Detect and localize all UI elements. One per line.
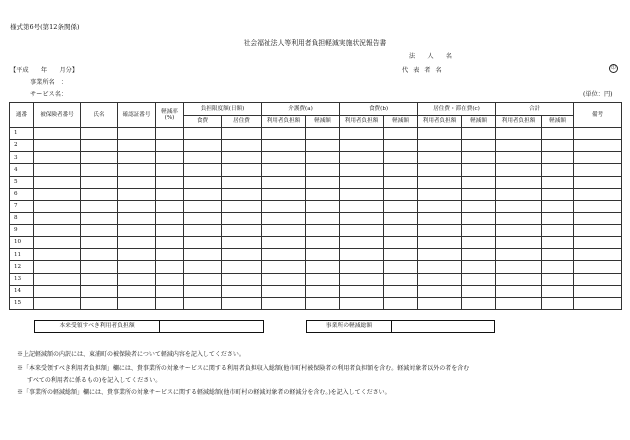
table-cell[interactable]: [384, 249, 418, 261]
table-cell[interactable]: [496, 164, 542, 176]
col-header-reduction-rate: [156, 103, 184, 128]
row-number: 4: [10, 164, 34, 176]
table-cell[interactable]: [34, 297, 81, 309]
table-cell[interactable]: [306, 225, 340, 237]
table-cell[interactable]: [306, 237, 340, 249]
table-cell[interactable]: [384, 128, 418, 140]
table-cell[interactable]: [184, 273, 222, 285]
table-cell[interactable]: [156, 285, 184, 297]
table-cell[interactable]: [340, 297, 384, 309]
total-reduction-field[interactable]: [392, 321, 494, 332]
table-cell[interactable]: [496, 212, 542, 224]
row-number: 6: [10, 188, 34, 200]
table-cell[interactable]: [340, 237, 384, 249]
table-cell[interactable]: [496, 261, 542, 273]
table-cell[interactable]: [496, 140, 542, 152]
table-cell[interactable]: [118, 128, 156, 140]
table-cell[interactable]: [574, 297, 622, 309]
table-cell[interactable]: [34, 249, 81, 261]
table-cell[interactable]: [81, 297, 118, 309]
table-cell[interactable]: [81, 176, 118, 188]
table-cell[interactable]: [118, 273, 156, 285]
table-cell[interactable]: [384, 261, 418, 273]
col-header-insured-number: 被保険者番号: [34, 103, 81, 128]
table-cell[interactable]: [340, 261, 384, 273]
table-cell[interactable]: [118, 297, 156, 309]
reduction-rate-unit: (%): [164, 115, 175, 121]
table-cell[interactable]: [306, 249, 340, 261]
table-cell[interactable]: [574, 188, 622, 200]
table-cell[interactable]: [222, 261, 262, 273]
table-cell[interactable]: [384, 285, 418, 297]
table-cell[interactable]: [462, 176, 496, 188]
table-row: [10, 200, 622, 212]
table-cell[interactable]: [496, 200, 542, 212]
row-number: 12: [10, 261, 34, 273]
table-cell[interactable]: [542, 164, 574, 176]
table-cell[interactable]: [542, 152, 574, 164]
table-cell[interactable]: [542, 140, 574, 152]
table-cell[interactable]: [262, 285, 306, 297]
uncollected-burden-field[interactable]: [160, 321, 263, 332]
table-cell[interactable]: [222, 176, 262, 188]
col-header-limit-food: 食費: [184, 116, 222, 128]
table-cell[interactable]: [306, 176, 340, 188]
table-cell[interactable]: [418, 140, 462, 152]
row-number: 11: [10, 249, 34, 261]
table-cell[interactable]: [262, 188, 306, 200]
table-cell[interactable]: [118, 152, 156, 164]
row-number: 13: [10, 273, 34, 285]
note-2-continued: すべての利用者に係るもの)を記入してください。: [27, 377, 162, 384]
table-cell[interactable]: [574, 200, 622, 212]
table-cell[interactable]: [340, 152, 384, 164]
table-cell[interactable]: [574, 140, 622, 152]
table-cell[interactable]: [156, 225, 184, 237]
table-row: [10, 249, 622, 261]
table-cell[interactable]: [462, 128, 496, 140]
col-header-burden-limit: 負担限度額(日額): [184, 103, 262, 116]
table-cell[interactable]: [184, 285, 222, 297]
table-cell[interactable]: [542, 237, 574, 249]
reduction-rate-label: 軽減率: [161, 108, 178, 115]
table-row: [10, 164, 622, 176]
table-cell[interactable]: [222, 188, 262, 200]
table-cell[interactable]: [34, 128, 81, 140]
table-cell[interactable]: [462, 164, 496, 176]
table-cell[interactable]: [306, 152, 340, 164]
table-cell[interactable]: [418, 200, 462, 212]
table-cell[interactable]: [574, 285, 622, 297]
table-cell[interactable]: [384, 164, 418, 176]
table-cell[interactable]: [384, 237, 418, 249]
table-cell[interactable]: [574, 237, 622, 249]
table-cell[interactable]: [496, 249, 542, 261]
col-header-care-reduction: 軽減額: [306, 116, 340, 128]
table-cell[interactable]: [184, 225, 222, 237]
table-cell[interactable]: [222, 200, 262, 212]
table-cell[interactable]: [306, 140, 340, 152]
col-header-stay-user-burden: 利用者負担額: [418, 116, 462, 128]
table-cell[interactable]: [118, 249, 156, 261]
table-cell[interactable]: [262, 164, 306, 176]
table-cell[interactable]: [34, 140, 81, 152]
table-cell[interactable]: [306, 200, 340, 212]
table-cell[interactable]: [384, 140, 418, 152]
table-cell[interactable]: [262, 176, 306, 188]
table-cell[interactable]: [306, 212, 340, 224]
table-cell[interactable]: [184, 237, 222, 249]
table-cell[interactable]: [184, 188, 222, 200]
table-cell[interactable]: [418, 176, 462, 188]
table-cell[interactable]: [462, 237, 496, 249]
table-cell[interactable]: [81, 249, 118, 261]
table-cell[interactable]: [306, 164, 340, 176]
table-cell[interactable]: [222, 152, 262, 164]
table-cell[interactable]: [34, 237, 81, 249]
table-cell[interactable]: [462, 188, 496, 200]
table-cell[interactable]: [222, 249, 262, 261]
table-cell[interactable]: [462, 212, 496, 224]
table-row: [10, 176, 622, 188]
table-cell[interactable]: [222, 128, 262, 140]
col-header-care-cost: 介護費(a): [262, 103, 340, 116]
table-cell[interactable]: [118, 261, 156, 273]
table-cell[interactable]: [418, 128, 462, 140]
table-cell[interactable]: [384, 297, 418, 309]
row-number: 9: [10, 225, 34, 237]
table-cell[interactable]: [306, 285, 340, 297]
table-cell[interactable]: [118, 188, 156, 200]
table-row: [10, 212, 622, 224]
row-number: 8: [10, 212, 34, 224]
table-cell[interactable]: [340, 273, 384, 285]
table-cell[interactable]: [262, 273, 306, 285]
table-cell[interactable]: [34, 261, 81, 273]
table-cell[interactable]: [462, 297, 496, 309]
col-header-stay-reduction: 軽減額: [462, 116, 496, 128]
table-cell[interactable]: [184, 249, 222, 261]
table-cell[interactable]: [81, 200, 118, 212]
office-name-label: 事業所名 ：: [30, 79, 68, 86]
table-cell[interactable]: [462, 261, 496, 273]
table-cell[interactable]: [496, 176, 542, 188]
table-cell[interactable]: [384, 152, 418, 164]
table-cell[interactable]: [574, 128, 622, 140]
table-cell[interactable]: [340, 285, 384, 297]
note-1: ※上記軽減額の内訳には、東浦町の被保険者について軽減内容を記入してください。: [17, 351, 245, 358]
table-cell[interactable]: [156, 297, 184, 309]
table-cell[interactable]: [34, 152, 81, 164]
table-cell[interactable]: [118, 164, 156, 176]
table-cell[interactable]: [81, 140, 118, 152]
table-cell[interactable]: [222, 212, 262, 224]
table-cell[interactable]: [262, 225, 306, 237]
table-body: [10, 128, 622, 310]
table-cell[interactable]: [156, 237, 184, 249]
table-cell[interactable]: [34, 188, 81, 200]
table-cell[interactable]: [340, 249, 384, 261]
col-header-care-user-burden: 利用者負担額: [262, 116, 306, 128]
table-cell[interactable]: [418, 188, 462, 200]
table-cell[interactable]: [222, 297, 262, 309]
row-number: 3: [10, 152, 34, 164]
table-row: [10, 261, 622, 273]
row-number: 15: [10, 297, 34, 309]
col-header-meal-user-burden: 利用者負担額: [340, 116, 384, 128]
table-cell[interactable]: [262, 140, 306, 152]
unit-note: (単位：円): [583, 91, 613, 98]
form-number: 様式第6号(第12条関係): [10, 23, 80, 31]
table-cell[interactable]: [156, 261, 184, 273]
table-cell[interactable]: [384, 176, 418, 188]
row-number: 2: [10, 140, 34, 152]
table-cell[interactable]: [156, 152, 184, 164]
table-cell[interactable]: [222, 285, 262, 297]
table-cell[interactable]: [184, 297, 222, 309]
table-cell[interactable]: [184, 176, 222, 188]
table-cell[interactable]: [306, 128, 340, 140]
table-cell[interactable]: [262, 128, 306, 140]
table-cell[interactable]: [222, 164, 262, 176]
table-cell[interactable]: [81, 237, 118, 249]
table-cell[interactable]: [81, 188, 118, 200]
table-cell[interactable]: [542, 285, 574, 297]
col-header-meal-reduction: 軽減額: [384, 116, 418, 128]
table-cell[interactable]: [184, 200, 222, 212]
row-number: 10: [10, 237, 34, 249]
table-cell[interactable]: [262, 297, 306, 309]
table-cell[interactable]: [384, 225, 418, 237]
table-cell[interactable]: [542, 200, 574, 212]
table-cell[interactable]: [81, 273, 118, 285]
table-cell[interactable]: [34, 164, 81, 176]
table-cell[interactable]: [384, 188, 418, 200]
table-cell[interactable]: [81, 261, 118, 273]
table-cell[interactable]: [496, 297, 542, 309]
table-cell[interactable]: [542, 297, 574, 309]
representative-name-label: 代 表 者 名: [402, 67, 444, 74]
table-cell[interactable]: [306, 261, 340, 273]
table-cell[interactable]: [262, 237, 306, 249]
table-cell[interactable]: [462, 273, 496, 285]
table-cell[interactable]: [574, 164, 622, 176]
table-cell[interactable]: [418, 237, 462, 249]
table-cell[interactable]: [574, 225, 622, 237]
table-cell[interactable]: [156, 164, 184, 176]
seal-icon: 印: [609, 64, 618, 73]
table-cell[interactable]: [542, 128, 574, 140]
table-cell[interactable]: [542, 188, 574, 200]
table-cell[interactable]: [81, 285, 118, 297]
table-cell[interactable]: [262, 152, 306, 164]
table-cell[interactable]: [418, 225, 462, 237]
table-cell[interactable]: [496, 237, 542, 249]
table-cell[interactable]: [222, 140, 262, 152]
table-cell[interactable]: [340, 128, 384, 140]
col-header-total: 合計: [496, 103, 574, 116]
col-header-total-user-burden: 利用者負担額: [496, 116, 542, 128]
table-cell[interactable]: [542, 273, 574, 285]
table-cell[interactable]: [542, 225, 574, 237]
table-cell[interactable]: [542, 176, 574, 188]
table-row: [10, 285, 622, 297]
table-cell[interactable]: [156, 188, 184, 200]
table-row: [10, 188, 622, 200]
total-reduction-box: [306, 320, 495, 333]
table-row: [10, 225, 622, 237]
uncollected-burden-label: 本来受領すべき利用者負担額: [35, 321, 160, 332]
row-number: 7: [10, 200, 34, 212]
row-number: 5: [10, 176, 34, 188]
table-cell[interactable]: [496, 152, 542, 164]
col-header-total-reduction: 軽減額: [542, 116, 574, 128]
table-cell[interactable]: [462, 285, 496, 297]
table-cell[interactable]: [184, 212, 222, 224]
table-cell[interactable]: [462, 200, 496, 212]
table-cell[interactable]: [496, 285, 542, 297]
table-cell[interactable]: [118, 176, 156, 188]
table-cell[interactable]: [118, 285, 156, 297]
table-cell[interactable]: [34, 212, 81, 224]
table-cell[interactable]: [496, 273, 542, 285]
table-cell[interactable]: [574, 273, 622, 285]
col-header-remarks: 備考: [574, 103, 622, 128]
table-cell[interactable]: [340, 164, 384, 176]
service-name-label: サービス名：: [30, 91, 68, 98]
table-cell[interactable]: [306, 273, 340, 285]
reporting-period-label: 【平成 年 月分】: [10, 67, 79, 74]
table-cell[interactable]: [184, 152, 222, 164]
table-cell[interactable]: [156, 249, 184, 261]
note-2: ※「本来受領すべき利用者負担額」欄には、貴事業所の対象サービスに関する利用者負担収入総額(他市町村被保険者の利用者負担額を含む。軽減対象者以外の者を含む: [17, 365, 470, 372]
table-cell[interactable]: [418, 164, 462, 176]
table-row: [10, 273, 622, 285]
col-header-limit-residence: 居住費: [222, 116, 262, 128]
table-cell[interactable]: [34, 273, 81, 285]
table-cell[interactable]: [306, 188, 340, 200]
table-cell[interactable]: [156, 128, 184, 140]
table-cell[interactable]: [262, 249, 306, 261]
row-number: 1: [10, 128, 34, 140]
table-cell[interactable]: [542, 261, 574, 273]
row-number: 14: [10, 285, 34, 297]
table-cell[interactable]: [418, 261, 462, 273]
table-cell[interactable]: [462, 152, 496, 164]
table-cell[interactable]: [496, 128, 542, 140]
table-cell[interactable]: [156, 212, 184, 224]
table-cell[interactable]: [384, 200, 418, 212]
table-row: [10, 297, 622, 309]
table-cell[interactable]: [418, 152, 462, 164]
table-cell[interactable]: [81, 164, 118, 176]
table-cell[interactable]: [542, 212, 574, 224]
table-cell[interactable]: [118, 237, 156, 249]
note-3: ※「事業所の軽減総額」欄には、貴事業所の対象サービスに関する軽減総額(他市町村の軽減対象者の軽減分を含む。)を記入してください。: [17, 389, 391, 396]
table-cell[interactable]: [81, 128, 118, 140]
table-cell[interactable]: [340, 188, 384, 200]
corporation-name-label: 法 人 名: [409, 53, 455, 60]
table-cell[interactable]: [184, 261, 222, 273]
table-cell[interactable]: [306, 297, 340, 309]
table-cell[interactable]: [34, 200, 81, 212]
col-header-number: 通番: [10, 103, 34, 128]
col-header-name: 氏名: [81, 103, 118, 128]
table-cell[interactable]: [384, 212, 418, 224]
table-cell[interactable]: [81, 212, 118, 224]
table-cell[interactable]: [418, 285, 462, 297]
table-cell[interactable]: [574, 152, 622, 164]
table-cell[interactable]: [418, 212, 462, 224]
table-row: [10, 152, 622, 164]
table-cell[interactable]: [118, 200, 156, 212]
table-cell[interactable]: [156, 200, 184, 212]
table-cell[interactable]: [222, 225, 262, 237]
reduction-report-table: [9, 102, 622, 310]
table-cell[interactable]: [118, 140, 156, 152]
table-cell[interactable]: [418, 249, 462, 261]
table-cell[interactable]: [184, 140, 222, 152]
table-cell[interactable]: [496, 188, 542, 200]
table-cell[interactable]: [34, 176, 81, 188]
table-cell[interactable]: [462, 225, 496, 237]
table-row: [10, 237, 622, 249]
table-cell[interactable]: [340, 212, 384, 224]
table-row: [10, 128, 622, 140]
table-cell[interactable]: [262, 212, 306, 224]
col-header-cert-number: 確認証番号: [118, 103, 156, 128]
table-cell[interactable]: [34, 225, 81, 237]
page-title: 社会福祉法人等利用者負担軽減実施状況報告書: [243, 39, 387, 47]
table-cell[interactable]: [118, 212, 156, 224]
table-cell[interactable]: [574, 261, 622, 273]
table-cell[interactable]: [340, 225, 384, 237]
table-cell[interactable]: [418, 297, 462, 309]
table-cell[interactable]: [118, 225, 156, 237]
col-header-meal-cost: 食費(b): [340, 103, 418, 116]
total-reduction-label: 事業所の軽減総額: [307, 321, 392, 332]
table-cell[interactable]: [574, 212, 622, 224]
table-cell[interactable]: [156, 273, 184, 285]
table-cell[interactable]: [222, 237, 262, 249]
table-cell[interactable]: [574, 249, 622, 261]
table-cell[interactable]: [340, 140, 384, 152]
table-cell[interactable]: [542, 249, 574, 261]
table-cell[interactable]: [222, 273, 262, 285]
table-cell[interactable]: [340, 176, 384, 188]
table-cell[interactable]: [462, 140, 496, 152]
table-cell[interactable]: [574, 176, 622, 188]
table-cell[interactable]: [81, 225, 118, 237]
table-cell[interactable]: [496, 225, 542, 237]
table-cell[interactable]: [462, 249, 496, 261]
col-header-stay-cost: 居住費・滞在費(c): [418, 103, 496, 116]
table-cell[interactable]: [384, 273, 418, 285]
table-row: [10, 140, 622, 152]
table-cell[interactable]: [262, 261, 306, 273]
table-cell[interactable]: [184, 128, 222, 140]
table-cell[interactable]: [418, 273, 462, 285]
table-cell[interactable]: [156, 140, 184, 152]
table-cell[interactable]: [262, 200, 306, 212]
table-cell[interactable]: [34, 285, 81, 297]
uncollected-burden-box: [34, 320, 264, 333]
table-cell[interactable]: [156, 176, 184, 188]
table-cell[interactable]: [340, 200, 384, 212]
table-cell[interactable]: [184, 164, 222, 176]
table-cell[interactable]: [81, 152, 118, 164]
